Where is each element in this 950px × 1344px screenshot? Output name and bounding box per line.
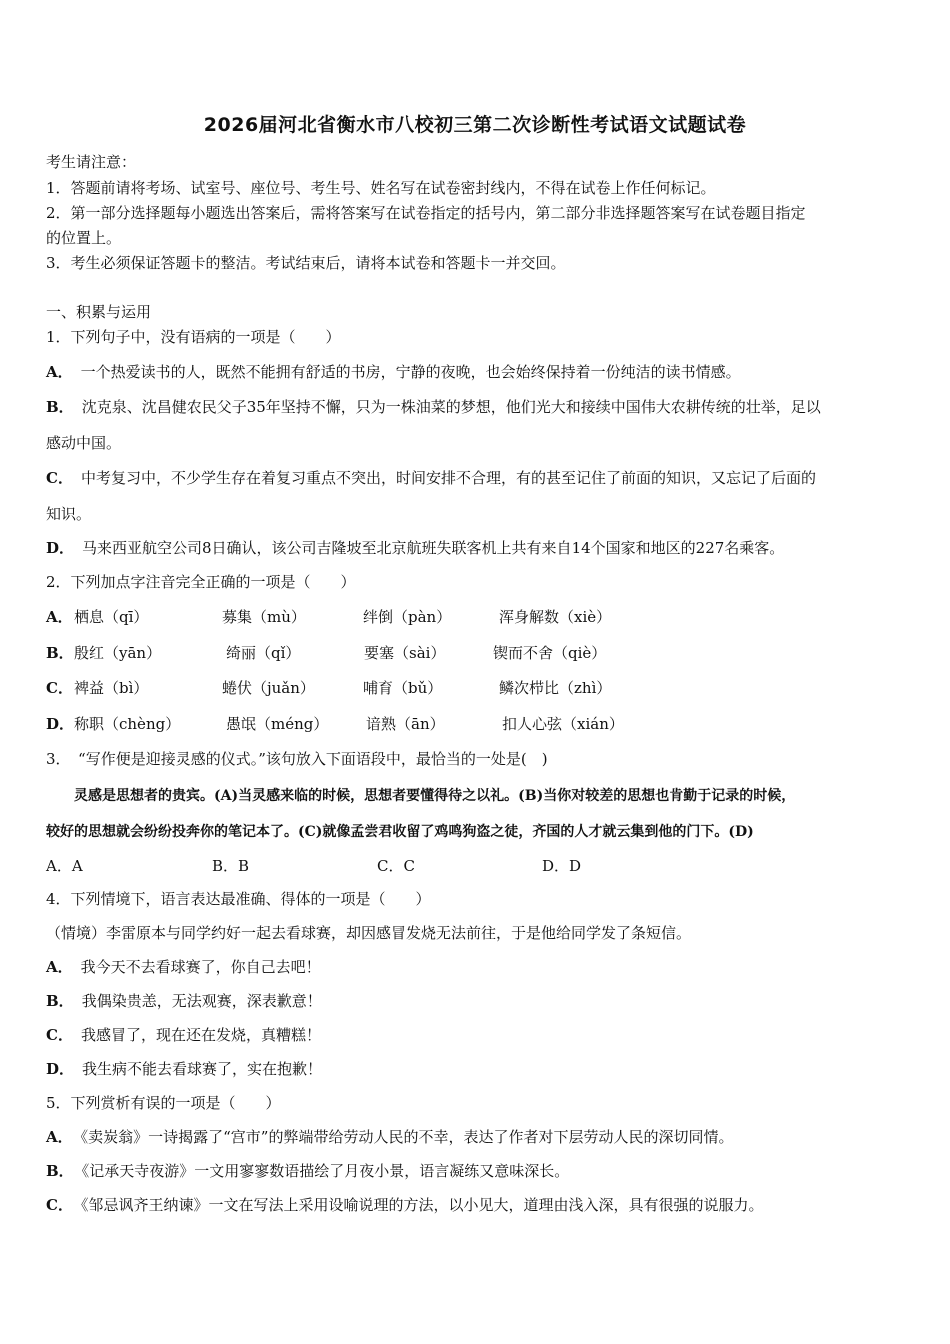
option-letter: C．	[46, 679, 73, 697]
question-3-stem: 3． “写作便是迎接灵感的仪式。”该句放入下面语段中，最恰当的一处是( )	[46, 750, 548, 768]
pinyin-item: 扣人心弦（xián）	[502, 715, 624, 733]
pinyin-item: 绮丽（qǐ）	[226, 644, 301, 662]
question-4-option-c	[46, 1025, 321, 1045]
question-5-option-a	[46, 1127, 733, 1147]
option-d: D．D	[542, 857, 582, 875]
question-4-context: （情境）李雷原本与同学约好一起去看球赛，却因感冒发烧无法前往，于是他给同学发了条短信。	[46, 924, 692, 942]
question-1-option-c-cont: 知识。	[46, 505, 92, 523]
pinyin-item: 蜷伏（juǎn）	[222, 679, 315, 697]
option-text: 《邹忌讽齐王纳谏》一文在写法上采用设喻说理的方法，以小见大，道理由浅入深，具有很强的说服力。	[80, 1196, 764, 1214]
notice-item-3: 3．考生必须保证答题卡的整洁。考试结束后，请将本试卷和答题卡一并交回。	[46, 254, 566, 272]
option-text: 《记承天寺夜游》一文用寥寥数语描绘了月夜小景，语言凝练又意味深长。	[81, 1162, 570, 1180]
question-4-option-d	[46, 1059, 322, 1079]
notice-item-2: 2．第一部分选择题每小题选出答案后，需将答案写在试卷指定的括号内，第二部分非选择题答案写在试卷题目指定	[46, 204, 806, 222]
option-text: 沈克泉、沈昌健农民父子35年坚持不懈，只为一株油菜的梦想，他们光大和接续中国伟大农耕传统的壮举，足以	[81, 398, 821, 416]
pinyin-item: 鳞次栉比（zhì）	[499, 679, 612, 697]
option-letter: D．	[46, 1060, 75, 1078]
question-5-option-b	[46, 1161, 569, 1181]
pinyin-item: 称职（chèng）	[74, 715, 181, 733]
question-5-option-c	[46, 1195, 763, 1215]
option-a: A．A	[46, 857, 83, 875]
pinyin-item: 栖息（qī）	[74, 608, 149, 626]
option-letter: C．	[46, 1196, 73, 1214]
option-letter: A．	[46, 958, 73, 976]
pinyin-item: 殷红（yān）	[74, 644, 162, 662]
question-1-stem: 1．下列句子中，没有语病的一项是（ ）	[46, 328, 341, 346]
option-letter: D．	[46, 715, 75, 733]
option-text: 我今天不去看球赛了，你自己去吧！	[80, 958, 321, 976]
pinyin-item: 谙熟（ān）	[366, 715, 445, 733]
pinyin-item: 锲而不舍（qiè）	[493, 644, 607, 662]
option-letter: A．	[46, 1128, 73, 1146]
option-text: 我生病不能去看球赛了，实在抱歉！	[82, 1060, 323, 1078]
option-letter: B．	[46, 398, 74, 416]
option-text: 一个热爱读书的人，既然不能拥有舒适的书房，宁静的夜晚，也会始终保持着一份纯洁的读书情感。	[80, 363, 741, 381]
option-letter: B．	[46, 644, 74, 662]
option-b: B．B	[212, 857, 250, 875]
question-3-passage-line-1: 灵感是思想者的贵宾。(A)当灵感来临的时候，思想者要懂得待之以礼。(B)当你对较差的思想也肯勤于记录的时候，	[46, 788, 796, 804]
section-heading: 一、积累与运用	[46, 303, 152, 321]
question-1-option-d	[46, 538, 784, 558]
question-4-option-b	[46, 991, 322, 1011]
option-letter: A．	[46, 608, 73, 626]
question-3-passage-line-2: 较好的思想就会纷纷投奔你的笔记本了。(C)就像孟尝君收留了鸡鸣狗盗之徒，齐国的人才就云集到他的门下。(D)	[46, 824, 754, 840]
question-5-stem: 5．下列赏析有误的一项是（ ）	[46, 1094, 281, 1112]
option-letter: C．	[46, 1026, 73, 1044]
notice-heading: 考生请注意：	[46, 153, 137, 171]
notice-item-2-cont: 的位置上。	[46, 229, 122, 247]
question-2-stem: 2．下列加点字注音完全正确的一项是（ ）	[46, 573, 356, 591]
pinyin-item: 募集（mù）	[222, 608, 306, 626]
option-letter: A．	[46, 363, 73, 381]
question-1-option-b	[46, 397, 821, 417]
pinyin-item: 浑身解数（xiè）	[499, 608, 612, 626]
option-letter: B．	[46, 992, 74, 1010]
option-c: C．C	[377, 857, 415, 875]
pinyin-item: 哺育（bǔ）	[363, 679, 443, 697]
option-text: 我感冒了，现在还在发烧，真糟糕！	[80, 1026, 321, 1044]
pinyin-item: 裨益（bì）	[74, 679, 149, 697]
question-4-option-a	[46, 957, 321, 977]
option-letter: D．	[46, 539, 75, 557]
option-text: 中考复习中，不少学生存在着复习重点不突出，时间安排不合理，有的甚至记住了前面的知识，又忘记了后面的	[80, 469, 816, 487]
option-text: 我偶染贵恙，无法观赛，深表歉意！	[81, 992, 322, 1010]
question-4-stem: 4．下列情境下，语言表达最准确、得体的一项是（ ）	[46, 890, 431, 908]
question-1-option-b-cont: 感动中国。	[46, 434, 122, 452]
option-text: 《卖炭翁》一诗揭露了“宫市”的弊端带给劳动人民的不幸，表达了作者对下层劳动人民的深切同情。	[80, 1128, 734, 1146]
notice-item-1: 1．答题前请将考场、试室号、座位号、考生号、姓名写在试卷密封线内，不得在试卷上作任何标记。	[46, 179, 716, 197]
question-1-option-a	[46, 362, 741, 382]
option-letter: C．	[46, 469, 73, 487]
page-title: 2026届河北省衡水市八校初三第二次诊断性考试语文试题试卷	[203, 114, 747, 136]
question-1-option-c	[46, 468, 816, 488]
option-letter: B．	[46, 1162, 74, 1180]
pinyin-item: 要塞（sài）	[364, 644, 446, 662]
pinyin-item: 绊倒（pàn）	[363, 608, 452, 626]
option-text: 马来西亚航空公司8日确认，该公司吉隆坡至北京航班失联客机上共有来自14个国家和地区的227名乘客。	[82, 539, 785, 557]
pinyin-item: 愚氓（méng）	[226, 715, 329, 733]
